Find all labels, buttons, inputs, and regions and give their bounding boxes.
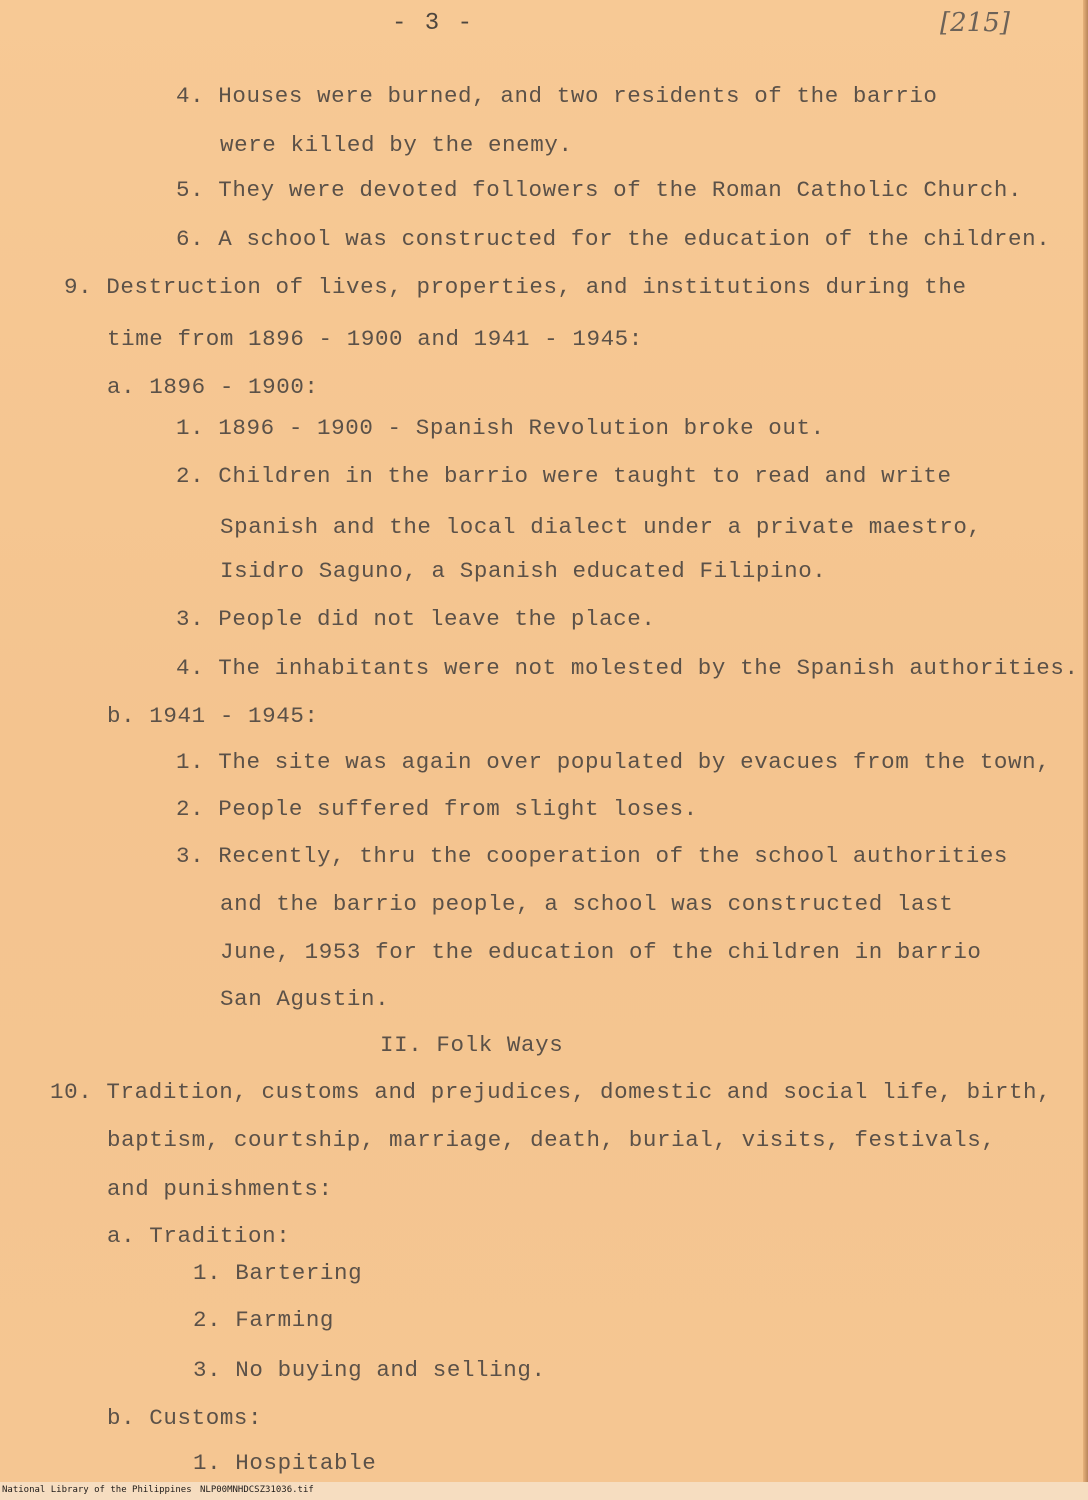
section-heading: b. 1941 - 1945:	[107, 703, 319, 729]
text-line: 9. Destruction of lives, properties, and institutions during the	[64, 274, 967, 300]
text-line: 2. Children in the barrio were taught to read and write	[176, 463, 952, 489]
paper-edge	[1083, 0, 1088, 1500]
list-item: 1. Hospitable	[193, 1450, 377, 1476]
archive-stamp: [215]	[940, 8, 1010, 38]
text-line: and the barrio people, a school was constructed last	[220, 891, 954, 917]
text-line: time from 1896 - 1900 and 1941 - 1945:	[107, 326, 643, 352]
text-line: 3. Recently, thru the cooperation of the school authorities	[176, 843, 1009, 869]
text-line: San Agustin.	[220, 986, 390, 1012]
page-number: - 3 -	[392, 10, 475, 37]
text-line: and punishments:	[107, 1176, 333, 1202]
text-line: 1. 1896 - 1900 - Spanish Revolution broke out.	[176, 415, 825, 441]
text-line: 1. The site was again over populated by evacues from the town,	[176, 749, 1051, 775]
text-line: 6. A school was constructed for the education of the children.	[176, 226, 1051, 252]
section-heading: a. Tradition:	[107, 1223, 291, 1249]
scan-footer	[0, 1482, 1088, 1500]
footer-library: National Library of the Philippines	[2, 1485, 192, 1495]
section-heading: b. Customs:	[107, 1405, 263, 1431]
section-heading: a. 1896 - 1900:	[107, 374, 319, 400]
chapter-heading: II. Folk Ways	[380, 1032, 564, 1058]
text-line: Isidro Saguno, a Spanish educated Filipino.	[220, 558, 827, 584]
list-item: 2. Farming	[193, 1307, 335, 1333]
text-line: 4. The inhabitants were not molested by the Spanish authorities.	[176, 655, 1079, 681]
text-line: were killed by the enemy.	[220, 132, 573, 158]
text-line: 4. Houses were burned, and two residents of the barrio	[176, 83, 938, 109]
text-line: June, 1953 for the education of the children in barrio	[220, 939, 982, 965]
list-item: 3. No buying and selling.	[193, 1357, 546, 1383]
text-line: baptism, courtship, marriage, death, burial, visits, festivals,	[107, 1127, 996, 1153]
text-line: 10. Tradition, customs and prejudices, domestic and social life, birth,	[50, 1079, 1052, 1105]
text-line: 2. People suffered from slight loses.	[176, 796, 698, 822]
footer-filename: NLP00MNHDCSZ31036.tif	[200, 1485, 314, 1495]
text-line: 3. People did not leave the place.	[176, 606, 656, 632]
text-line: Spanish and the local dialect under a private maestro,	[220, 514, 982, 540]
list-item: 1. Bartering	[193, 1260, 363, 1286]
text-line: 5. They were devoted followers of the Roman Catholic Church.	[176, 177, 1023, 203]
